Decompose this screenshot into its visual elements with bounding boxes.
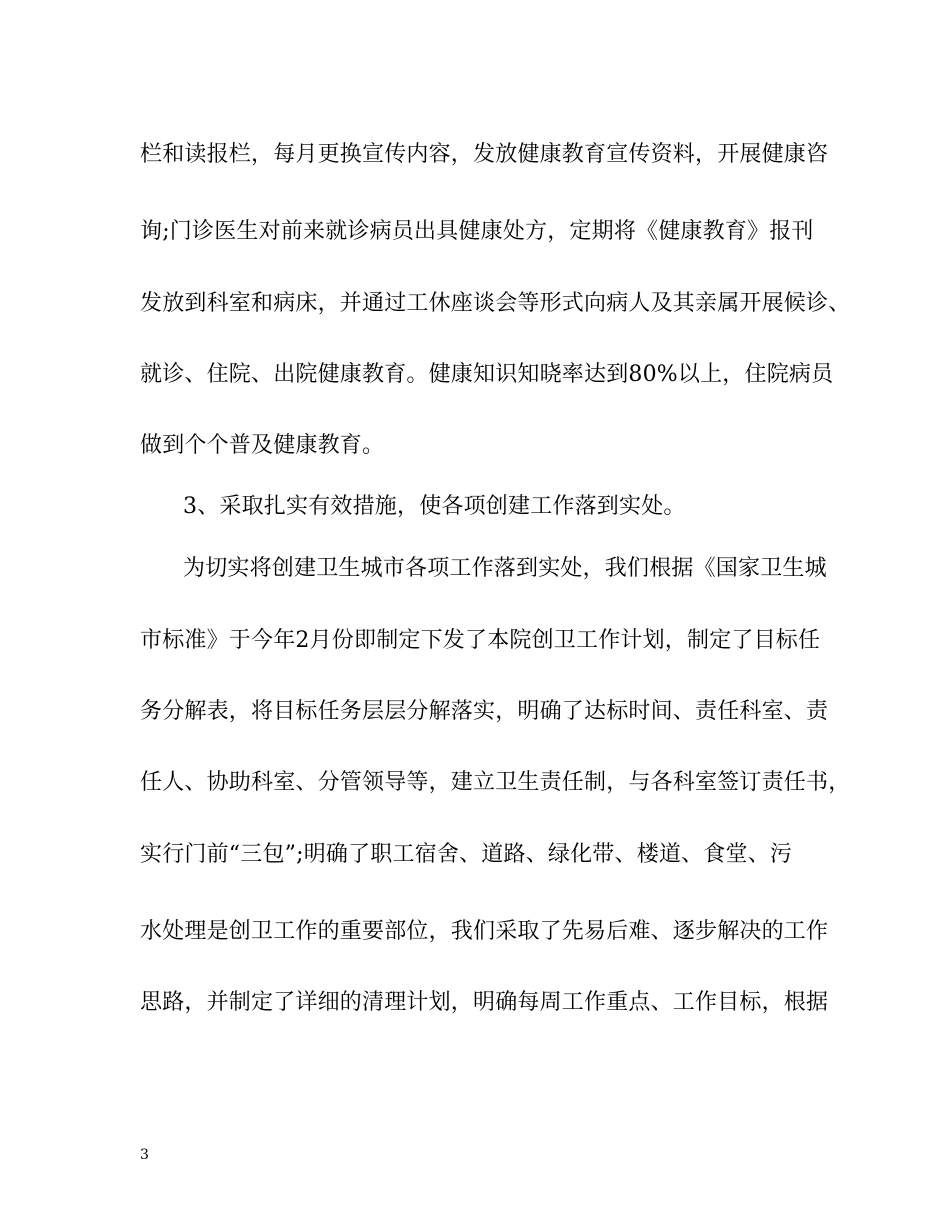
text-line-12: 水处理是创卫工作的重要部位，我们采取了先易后难、逐步解决的工作 [140,919,829,944]
text-line-1: 栏和读报栏，每月更换宣传内容，发放健康教育宣传资料，开展健康咨 [140,142,829,167]
section-heading: 3、采取扎实有效措施，使各项创建工作落到实处。 [183,494,686,519]
page-number: 3 [140,1147,149,1163]
text-line-13: 思路，并制定了详细的清理计划，明确每周工作重点、工作目标，根据 [140,990,829,1015]
text-line-10: 任人、协助科室、分管领导等，建立卫生责任制，与各科室签订责任书， [140,770,851,795]
text-line-2: 询;门诊医生对前来就诊病员出具健康处方，定期将《健康教育》报刊 [140,219,814,244]
text-line-9: 务分解表，将目标任务层层分解落实，明确了达标时间、责任科室、责 [140,699,829,724]
paragraph-first-line: 为切实将创建卫生城市各项工作落到实处，我们根据《国家卫生城 [183,556,827,581]
text-line-11: 实行门前“三包”;明确了职工宿舍、道路、绿化带、楼道、食堂、污 [140,842,793,867]
text-line-3: 发放到科室和病床，并通过工休座谈会等形式向病人及其亲属开展候诊、 [140,291,851,316]
text-line-8: 市标准》于今年2月份即制定下发了本院创卫工作计划，制定了目标任 [140,628,821,653]
text-line-4: 就诊、住院、出院健康教育。健康知识知晓率达到80%以上，住院病员 [140,362,834,387]
text-line-5: 做到个个普及健康教育。 [140,433,385,458]
